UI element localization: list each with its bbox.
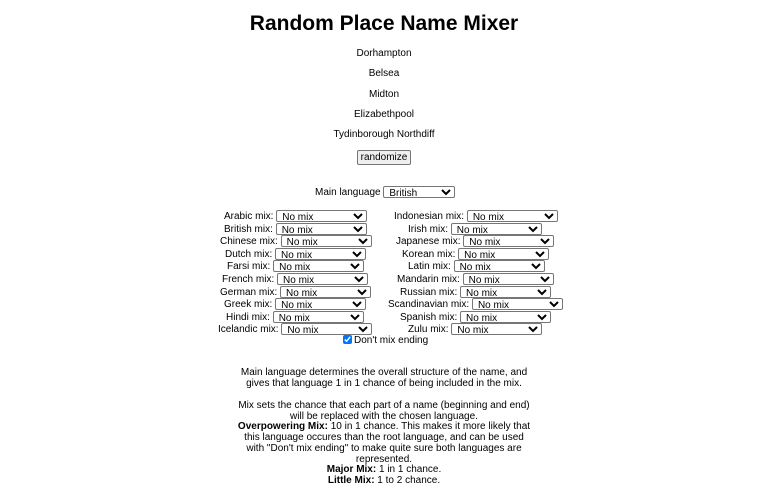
mix-label: Chinese mix: [220,236,278,247]
mix-row-farsi [227,260,364,273]
generated-name: Elizabethpool [353,109,415,120]
mix-label: Latin mix: [408,261,451,272]
hindi-mix-select[interactable] [273,311,364,323]
info-mix-explanation: Mix sets the chance that each part of a name (beginning and end) will be replaced with the chosen language. [238,400,530,422]
mix-label: Icelandic mix: [218,324,279,335]
mix-row-latin [408,260,545,273]
little-text: 1 to 2 chance. [374,475,441,486]
mix-label: French mix: [222,274,275,285]
zulu-mix-select[interactable] [451,323,542,335]
overpowering-text: 10 in 1 chance. This makes it more likely that this language occures than the root language, and can be used with "Don't mix ending" to make quite sure both languages are represented. [244,421,531,465]
mix-label: Indonesian mix: [394,211,465,222]
generated-name: Dorhampton [356,48,412,59]
mix-label: Korean mix: [402,249,456,260]
page-title: Random Place Name Mixer [249,12,519,35]
mix-label: Japanese mix: [396,236,461,247]
mix-label: Arabic mix: [224,211,274,222]
major-text: 1 in 1 chance. [376,464,442,475]
german-mix-select[interactable] [280,286,371,298]
overpowering-label: Overpowering Mix: [237,421,328,432]
info-little [234,475,534,486]
mix-label: British mix: [224,224,273,235]
mix-label: Hindi mix: [226,312,270,323]
mix-row-scandinavian [388,298,563,311]
dutch-mix-select[interactable] [275,248,366,260]
main-language-select[interactable] [383,186,455,198]
mix-label: Scandinavian mix: [388,299,470,310]
irish-mix-select[interactable] [451,223,542,235]
generated-name: Tydinborough Northdiff [333,129,435,140]
little-label: Little Mix: [327,475,375,486]
info-overpowering [234,421,534,465]
japanese-mix-select[interactable] [463,235,554,247]
greek-mix-select[interactable] [275,298,366,310]
dont-mix-ending-option[interactable] [343,335,428,347]
russian-mix-select[interactable] [460,286,551,298]
mix-row-mandarin [397,273,554,286]
farsi-mix-select[interactable] [273,260,364,272]
mix-label: Farsi mix: [227,261,271,272]
main-language-row [315,186,455,199]
info-major [234,464,534,475]
mix-label: Dutch mix: [225,249,273,260]
main-language-label: Main language [315,187,381,198]
french-mix-select[interactable] [277,273,368,285]
mandarin-mix-select[interactable] [463,273,554,285]
korean-mix-select[interactable] [458,248,549,260]
mix-row-japanese [396,235,554,248]
mix-label: Irish mix: [408,224,448,235]
mix-label: Spanish mix: [400,312,458,323]
mix-label: Greek mix: [224,299,273,310]
generated-name: Belsea [368,68,400,79]
mix-label: German mix: [220,287,278,298]
scandinavian-mix-select[interactable] [472,298,563,310]
british-mix-select[interactable] [276,223,367,235]
indonesian-mix-select[interactable] [467,210,558,222]
dont-mix-ending-checkbox[interactable] [343,335,352,344]
latin-mix-select[interactable] [454,260,545,272]
generated-name: Midton [368,89,399,100]
chinese-mix-select[interactable] [281,235,372,247]
icelandic-mix-select[interactable] [281,323,372,335]
mix-label: Mandarin mix: [397,274,460,285]
major-label: Major Mix: [326,464,377,475]
dont-mix-ending-label: Don't mix ending [354,335,429,346]
mix-label: Russian mix: [400,287,458,298]
mix-row-arabic [224,210,367,223]
mix-row-chinese [220,235,372,248]
info-main-language: Main language determines the overall structure of the name, and gives that language 1 in 1 chance of being included in the mix. [240,367,528,389]
mix-row-greek [224,298,366,311]
mix-row-french [222,273,368,286]
arabic-mix-select[interactable] [276,210,367,222]
mix-label: Zulu mix: [408,324,449,335]
mix-row-indonesian [394,210,558,223]
randomize-button[interactable]: randomize [357,150,411,165]
spanish-mix-select[interactable] [460,311,551,323]
